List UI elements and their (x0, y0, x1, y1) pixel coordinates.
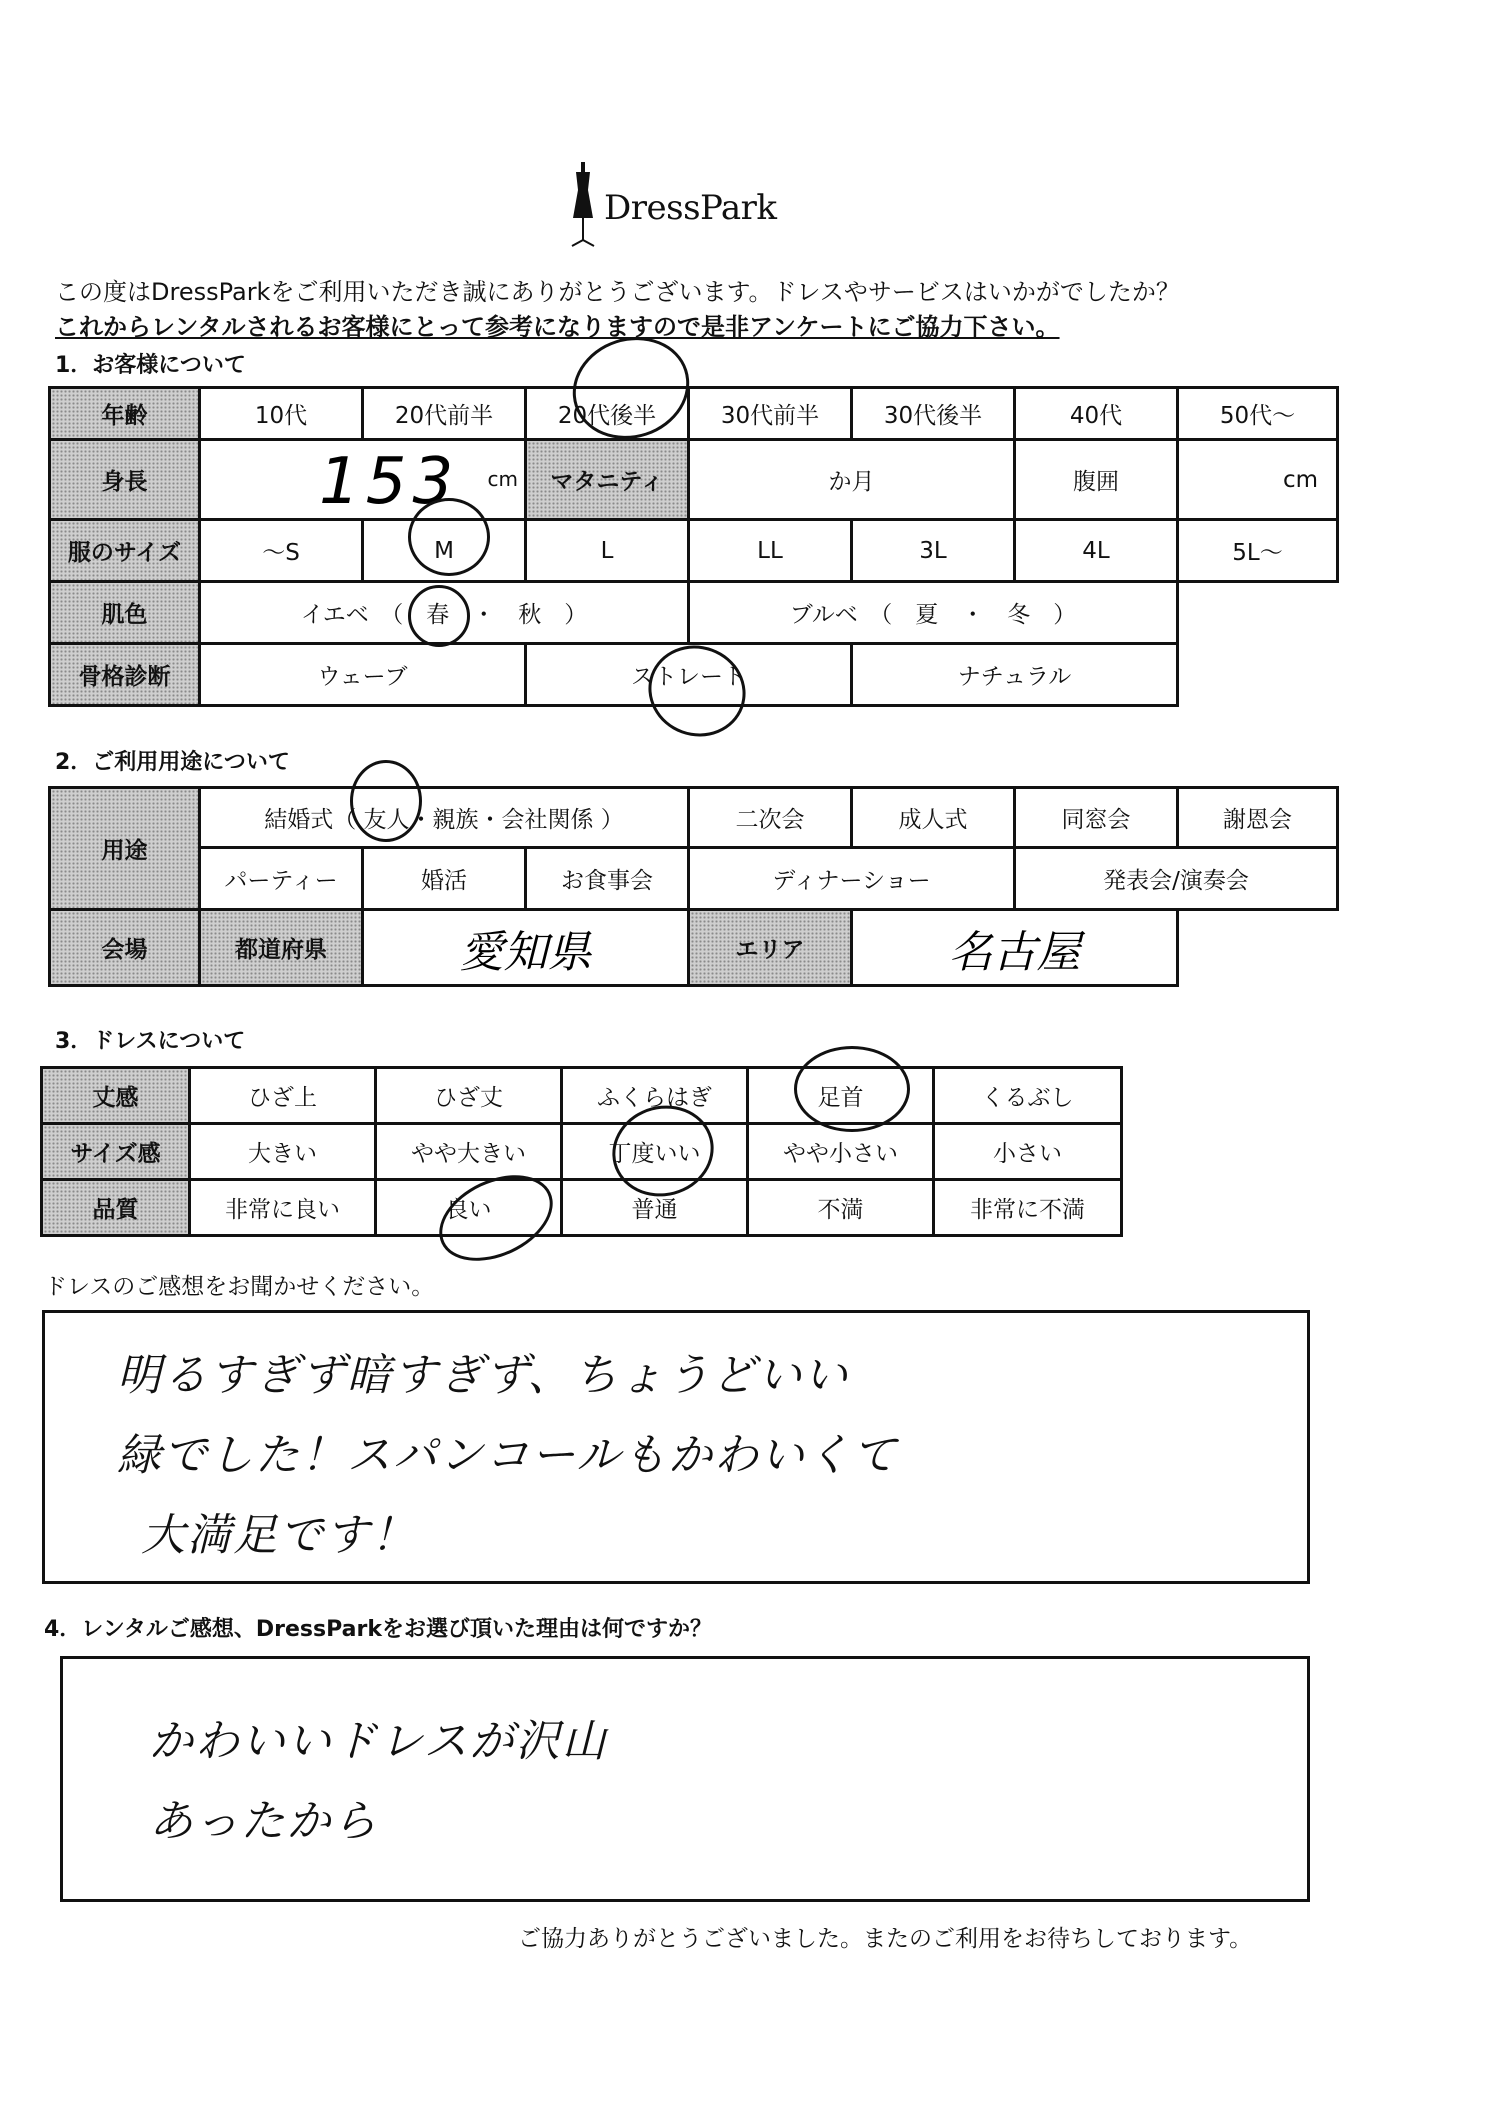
length-option[interactable]: ふくらはぎ (562, 1068, 748, 1124)
maternity-label: マタニティ (526, 440, 689, 520)
age-option[interactable]: 10代 (200, 388, 363, 440)
usage-option[interactable]: 二次会 (689, 788, 852, 848)
length-option[interactable]: くるぶし (934, 1068, 1122, 1124)
dress-table (40, 1066, 1123, 1237)
reason-line: かわいいドレスが沢山 (149, 1716, 608, 1767)
fit-label: サイズ感 (42, 1124, 190, 1180)
fit-option-selected[interactable]: 丁度いい (562, 1124, 748, 1180)
frame-option[interactable]: ナチュラル (852, 644, 1178, 706)
height-row (50, 440, 1338, 520)
intro-request: これからレンタルされるお客様にとって参考になりますので是非アンケートにご協力下さい。 (55, 313, 1060, 341)
age-option[interactable]: 50代～ (1178, 388, 1338, 440)
intro-text: この度はDressParkをご利用いただき誠にありがとうございます。ドレスやサービスはいかがでしたか？ (55, 278, 1180, 306)
age-label: 年齢 (50, 388, 200, 440)
fit-option[interactable]: やや小さい (748, 1124, 934, 1180)
size-option[interactable]: 4L (1015, 520, 1178, 582)
waist-label: 腹囲 (1015, 440, 1178, 520)
venue-label: 会場 (50, 910, 200, 986)
comment-line: 明るすぎず暗すぎず、ちょうどいい (117, 1350, 850, 1401)
usage-option[interactable]: パーティー (200, 848, 363, 910)
months-unit: か月 (828, 469, 875, 495)
quality-option[interactable]: 普通 (562, 1180, 748, 1236)
footer-thanks: ご協力ありがとうございました。またのご利用をお待ちしております。 (518, 1926, 1253, 1952)
customer-table (48, 386, 1339, 707)
usage-option[interactable]: 謝恩会 (1178, 788, 1338, 848)
comment-line: 大満足です！ (141, 1510, 417, 1561)
length-label: 丈感 (42, 1068, 190, 1124)
size-option[interactable]: LL (689, 520, 852, 582)
logo (568, 160, 808, 250)
usage-row (50, 848, 1338, 910)
comment-prompt: ドレスのご感想をお聞かせください。 (44, 1274, 435, 1300)
height-cell[interactable] (200, 440, 526, 520)
reason-line: あったから (149, 1796, 379, 1847)
height-unit: cm (487, 467, 518, 491)
age-option[interactable]: 40代 (1015, 388, 1178, 440)
size-option[interactable]: ～S (200, 520, 363, 582)
pref-field[interactable] (363, 910, 689, 986)
pref-value: 愛知県 (459, 926, 592, 978)
quality-option[interactable]: 非常に不満 (934, 1180, 1122, 1236)
area-label: エリア (689, 910, 852, 986)
comment-line: 緑でした！スパンコールもかわいくて (117, 1430, 899, 1481)
height-value: 153 (319, 445, 460, 519)
length-row (42, 1068, 1122, 1124)
blank-cell (1178, 644, 1338, 706)
section2-title: 2．ご利用用途について (55, 750, 290, 775)
frame-row (50, 644, 1338, 706)
frame-option-selected[interactable]: ストレート (526, 644, 852, 706)
reason-box[interactable] (60, 1656, 1310, 1902)
skin-label: 肌色 (50, 582, 200, 644)
age-option-selected[interactable]: 20代後半 (526, 388, 689, 440)
size-option[interactable]: L (526, 520, 689, 582)
quality-option[interactable]: 非常に良い (190, 1180, 376, 1236)
quality-option[interactable]: 不満 (748, 1180, 934, 1236)
length-option[interactable]: ひざ上 (190, 1068, 376, 1124)
section4-title: 4．レンタルご感想、DressParkをお選び頂いた理由は何ですか？ (44, 1617, 712, 1642)
quality-label: 品質 (42, 1180, 190, 1236)
quality-option-selected[interactable]: 良い (376, 1180, 562, 1236)
fit-row (42, 1124, 1122, 1180)
length-option-selected[interactable]: 足首 (748, 1068, 934, 1124)
usage-option[interactable]: 婚活 (363, 848, 526, 910)
usage-option[interactable]: お食事会 (526, 848, 689, 910)
frame-option[interactable]: ウェーブ (200, 644, 526, 706)
age-option[interactable]: 20代前半 (363, 388, 526, 440)
pref-label: 都道府県 (200, 910, 363, 986)
usage-row (50, 788, 1338, 848)
quality-row (42, 1180, 1122, 1236)
age-option[interactable]: 30代後半 (852, 388, 1015, 440)
skin-yellow[interactable]: イエベ （ 春 ・ 秋 ） (200, 582, 689, 644)
frame-label: 骨格診断 (50, 644, 200, 706)
usage-option[interactable]: 成人式 (852, 788, 1015, 848)
usage-option[interactable]: 同窓会 (1015, 788, 1178, 848)
section1-title: 1．お客様について (55, 353, 246, 378)
area-field[interactable] (852, 910, 1178, 986)
usage-label: 用途 (50, 788, 200, 910)
height-label: 身長 (50, 440, 200, 520)
blank-cell (1178, 910, 1338, 986)
dress-form-icon (568, 160, 598, 250)
fit-option[interactable]: 小さい (934, 1124, 1122, 1180)
usage-table (48, 786, 1339, 987)
fit-option[interactable]: 大きい (190, 1124, 376, 1180)
length-option[interactable]: ひざ丈 (376, 1068, 562, 1124)
comment-box[interactable] (42, 1310, 1310, 1584)
venue-row (50, 910, 1338, 986)
waist-unit: cm (1178, 440, 1338, 520)
usage-option[interactable]: 発表会/演奏会 (1015, 848, 1338, 910)
size-option-selected[interactable]: M (363, 520, 526, 582)
skin-row (50, 582, 1338, 644)
usage-option-wedding[interactable]: 結婚式（ 友人・親族・会社関係 ） (200, 788, 689, 848)
section3-title: 3．ドレスについて (55, 1029, 246, 1054)
logo-text: DressPark (604, 188, 777, 228)
age-option[interactable]: 30代前半 (689, 388, 852, 440)
usage-option[interactable]: ディナーショー (689, 848, 1015, 910)
area-value: 名古屋 (948, 926, 1081, 978)
blank-cell (1178, 582, 1338, 644)
size-option[interactable]: 5L～ (1178, 520, 1338, 582)
age-row (50, 388, 1338, 440)
size-label: 服のサイズ (50, 520, 200, 582)
size-row (50, 520, 1338, 582)
skin-blue[interactable]: ブルベ （ 夏 ・ 冬 ） (689, 582, 1178, 644)
maternity-months-cell[interactable] (689, 440, 1015, 520)
size-option[interactable]: 3L (852, 520, 1015, 582)
fit-option[interactable]: やや大きい (376, 1124, 562, 1180)
